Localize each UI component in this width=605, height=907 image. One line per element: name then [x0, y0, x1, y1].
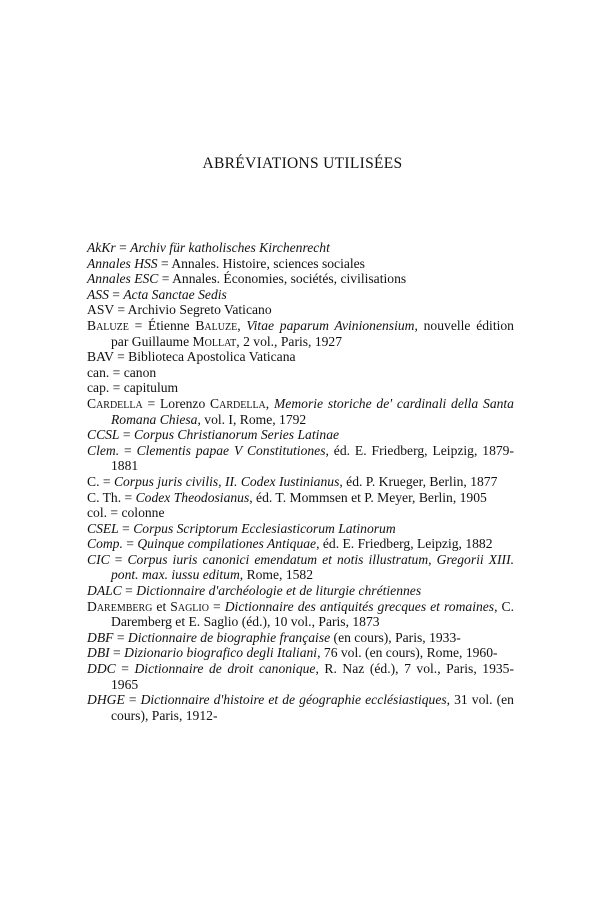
italic-text: Clem.	[87, 442, 120, 458]
abbreviation-entry	[87, 645, 514, 661]
abbreviation-entry	[87, 583, 514, 599]
italic-text: Dictionnaire de biographie française	[127, 629, 331, 645]
italic-text: Dictionnaire d'histoire et de géographie ecclésiastiques	[140, 692, 447, 708]
italic-text: Dictionnaire d'archéologie et de liturgie chrétiennes	[136, 583, 422, 599]
entry-text: , 31 vol. (en cours), Paris, 1912-	[111, 692, 514, 723]
italic-text: Dizionario biografico degli Italiani	[124, 645, 318, 661]
italic-text: ASS	[87, 286, 109, 302]
italic-text: Annales HSS	[87, 255, 158, 271]
abbreviation-entry	[87, 474, 514, 490]
italic-text: AkKr	[87, 240, 116, 255]
abbreviation-entry	[87, 396, 514, 427]
entry-text: =	[118, 520, 134, 536]
small-caps-name: Mollat	[192, 333, 237, 349]
italic-text: Memorie storiche de' cardinali della Santa Romana Chiesa	[111, 395, 514, 427]
entry-text: can. = canon	[87, 364, 157, 380]
entry-text: , R. Naz (éd.), 7 vol., Paris, 1935-1965	[111, 661, 514, 692]
italic-text: CIC	[87, 551, 110, 567]
entry-text: = Annales. Histoire, sciences sociales	[157, 255, 365, 271]
italic-text: Annales ESC	[87, 271, 159, 287]
italic-text: Corpus iuris canonici emendatum et notis illustratum, Gregorii XIII. pont. max. iussu editum	[111, 551, 514, 583]
italic-text: Quinque compilationes Antiquae	[137, 536, 317, 552]
abbreviation-entry	[87, 490, 514, 506]
entry-text: , éd. P. Krueger, Berlin, 1877	[339, 473, 498, 489]
entry-text: =	[119, 427, 134, 443]
page-title: ABRÉVIATIONS UTILISÉES	[202, 155, 403, 172]
abbreviation-entry	[87, 521, 514, 537]
italic-text: DALC	[87, 583, 122, 599]
entry-text: =	[124, 692, 141, 708]
entry-text: =	[109, 551, 128, 567]
entry-text: =	[115, 240, 131, 255]
entry-text: ,	[237, 317, 247, 333]
small-caps-name: Baluze	[195, 317, 238, 333]
entry-text: = Étienne	[128, 317, 196, 333]
entry-text: =	[119, 442, 137, 458]
entry-text: col. = colonne	[87, 505, 165, 521]
entry-text: =	[122, 536, 138, 552]
abbreviation-entry	[87, 630, 514, 646]
entry-text: ASV = Archivio Segreto Vaticano	[87, 302, 272, 318]
entry-text: =	[108, 286, 124, 302]
abbreviation-entry	[87, 505, 514, 521]
italic-text: Acta Sanctae Sedis	[123, 286, 227, 302]
italic-text: Corpus Scriptorum Ecclesiasticorum Latinorum	[133, 520, 396, 536]
italic-text: DHGE	[87, 692, 125, 708]
italic-text: Corpus juris civilis, II. Codex Iustinianus	[113, 473, 340, 489]
italic-text: DDC	[87, 661, 116, 677]
entry-text: C. Th. =	[87, 489, 136, 505]
entry-text: =	[113, 629, 128, 645]
entry-text: , 76 vol. (en cours), Rome, 1960-	[317, 645, 498, 661]
entry-text: = Annales. Économies, sociétés, civilisations	[158, 271, 407, 287]
abbreviation-entry	[87, 536, 514, 552]
entry-text: (en cours), Paris, 1933-	[330, 629, 461, 645]
entry-text: =	[109, 645, 125, 661]
italic-text: DBF	[87, 629, 114, 645]
abbreviation-entry	[87, 599, 514, 630]
italic-text: Dictionnaire de droit canonique	[134, 661, 316, 677]
abbreviation-entry	[87, 380, 514, 396]
italic-text: CCSL	[87, 427, 120, 443]
abbreviation-entry	[87, 427, 514, 443]
entry-text: , Rome, 1582	[239, 567, 314, 583]
entry-text: , C. Daremberg et E. Saglio (éd.), 10 vol., Paris, 1873	[111, 598, 515, 630]
small-caps-name: Cardella	[87, 395, 143, 411]
entry-text: C. =	[87, 473, 114, 489]
italic-text: Codex Theodosianus	[135, 489, 250, 505]
entry-text: , éd. T. Mommsen et P. Meyer, Berlin, 1905	[249, 489, 487, 505]
abbreviation-entry	[87, 302, 514, 318]
entry-text: =	[115, 661, 135, 677]
small-caps-name: Saglio	[170, 598, 209, 614]
entry-text: ,	[265, 395, 274, 411]
abbreviation-entry	[87, 318, 514, 349]
italic-text: CSEL	[87, 520, 119, 536]
entry-text: = Lorenzo	[142, 395, 211, 411]
abbreviation-list	[87, 240, 514, 723]
entry-text: , éd. E. Friedberg, Leipzig, 1879-1881	[111, 442, 514, 474]
italic-text: Vitae paparum Avinionensium	[246, 317, 415, 333]
entry-text: , nouvelle édition par Guillaume	[111, 317, 514, 349]
entry-text: =	[121, 583, 137, 599]
italic-text: Corpus Christianorum Series Latinae	[133, 427, 340, 443]
entry-text: , vol. I, Rome, 1792	[197, 411, 307, 427]
abbreviation-entry	[87, 240, 514, 256]
entry-text: et	[152, 598, 171, 614]
abbreviation-entry	[87, 349, 514, 365]
small-caps-name: Cardella	[210, 395, 266, 411]
abbreviation-entry	[87, 692, 514, 723]
abbreviation-entry	[87, 365, 514, 381]
abbreviation-entry	[87, 287, 514, 303]
italic-text: Comp.	[87, 536, 123, 552]
abbreviation-entry	[87, 661, 514, 692]
abbreviation-entry	[87, 256, 514, 272]
italic-text: Dictionnaire des antiquités grecques et romaines	[224, 598, 495, 614]
small-caps-name: Daremberg	[87, 598, 153, 614]
abbreviation-entry	[87, 552, 514, 583]
entry-text: cap. = capitulum	[87, 380, 179, 396]
italic-text: DBI	[87, 645, 110, 661]
italic-text: Archiv für katholisches Kirchenrecht	[130, 240, 330, 255]
entry-text: , 2 vol., Paris, 1927	[236, 333, 343, 349]
entry-text: , éd. E. Friedberg, Leipzig, 1882	[316, 536, 493, 552]
abbreviation-entry	[87, 271, 514, 287]
entry-text: =	[208, 598, 225, 614]
italic-text: Clementis papae V Constitutiones	[136, 442, 326, 458]
entry-text: BAV = Biblioteca Apostolica Vaticana	[87, 349, 296, 365]
abbreviation-entry	[87, 443, 514, 474]
small-caps-name: Baluze	[87, 317, 129, 333]
